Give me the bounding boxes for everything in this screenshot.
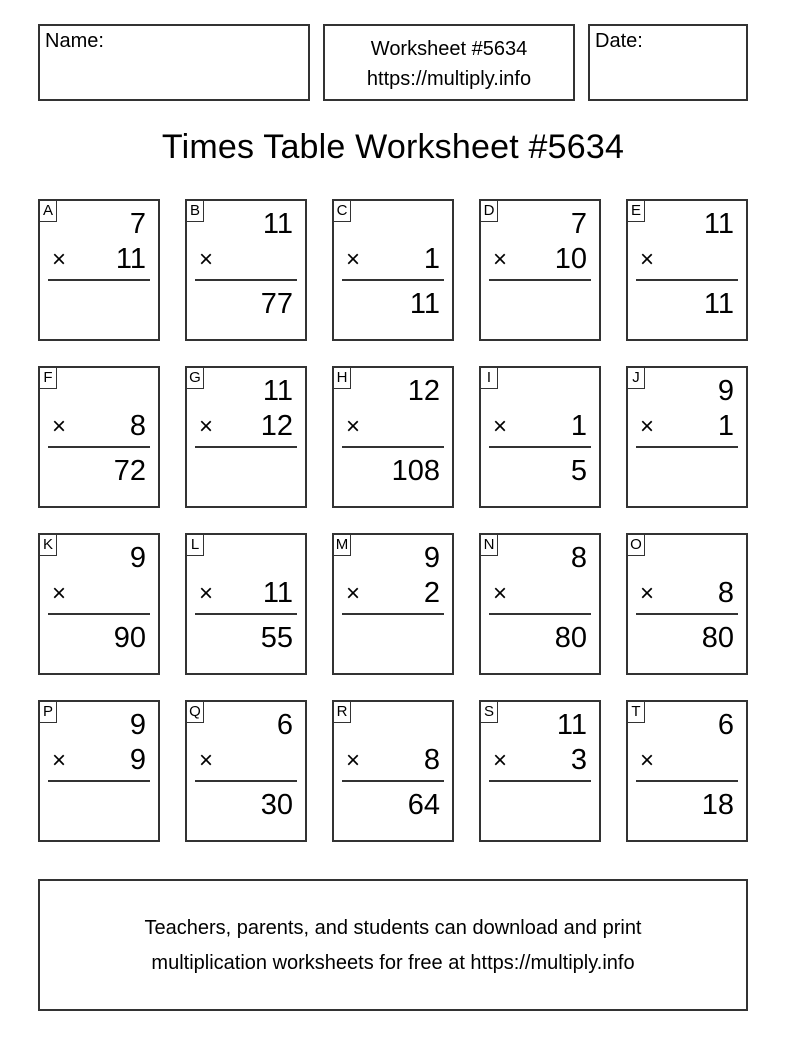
- problem-label: F: [39, 367, 57, 389]
- multiplier: 3: [570, 744, 587, 776]
- problem-label: P: [39, 701, 57, 723]
- problem-card: [626, 533, 748, 675]
- multiplicand: 8: [570, 542, 587, 574]
- problem-label: R: [333, 701, 351, 723]
- product: 18: [701, 789, 734, 821]
- answer-line: [636, 279, 738, 281]
- multiplier: 8: [129, 410, 146, 442]
- product: 72: [113, 455, 146, 487]
- answer-line: [195, 613, 297, 615]
- multiplicand: 9: [717, 375, 734, 407]
- answer-line: [342, 446, 444, 448]
- answer-line: [195, 780, 297, 782]
- problem-card: [479, 700, 601, 842]
- answer-line: [48, 279, 150, 281]
- multiplier: 8: [717, 577, 734, 609]
- problem-card: [626, 199, 748, 341]
- times-sign: ×: [199, 747, 214, 774]
- answer-line: [636, 613, 738, 615]
- problem-label: L: [186, 534, 204, 556]
- answer-line: [48, 613, 150, 615]
- product: 30: [260, 789, 293, 821]
- footer-box: [38, 879, 748, 1011]
- times-sign: ×: [493, 580, 508, 607]
- times-sign: ×: [199, 580, 214, 607]
- times-sign: ×: [52, 747, 67, 774]
- problem-label: G: [186, 367, 204, 389]
- times-sign: ×: [493, 246, 508, 273]
- times-sign: ×: [52, 580, 67, 607]
- problem-label: K: [39, 534, 57, 556]
- multiplier: 12: [260, 410, 293, 442]
- date-label: Date:: [595, 30, 643, 52]
- multiplicand: 11: [262, 375, 293, 407]
- problem-label: M: [333, 534, 351, 556]
- times-sign: ×: [346, 747, 361, 774]
- multiplicand: 6: [276, 709, 293, 741]
- times-sign: ×: [346, 246, 361, 273]
- product: 55: [260, 622, 293, 654]
- problem-card: [38, 199, 160, 341]
- answer-line: [489, 446, 591, 448]
- answer-line: [48, 780, 150, 782]
- multiplicand: 11: [262, 208, 293, 240]
- footer-text: [40, 911, 746, 981]
- answer-line: [195, 446, 297, 448]
- problem-card: [185, 533, 307, 675]
- multiplier: 11: [115, 243, 146, 275]
- multiplicand: 6: [717, 709, 734, 741]
- problem-label: T: [627, 701, 645, 723]
- problem-card: [332, 700, 454, 842]
- multiplier: 8: [423, 744, 440, 776]
- multiplicand: 7: [570, 208, 587, 240]
- answer-line: [489, 279, 591, 281]
- times-sign: ×: [346, 580, 361, 607]
- multiplicand: 9: [423, 542, 440, 574]
- times-sign: ×: [493, 747, 508, 774]
- times-sign: ×: [52, 413, 67, 440]
- times-sign: ×: [640, 413, 655, 440]
- worksheet-url: https://multiply.info: [366, 68, 532, 90]
- product: 11: [703, 288, 734, 320]
- product: 64: [407, 789, 440, 821]
- multiplicand: 9: [129, 709, 146, 741]
- answer-line: [636, 446, 738, 448]
- product: 90: [113, 622, 146, 654]
- times-sign: ×: [52, 246, 67, 273]
- answer-line: [342, 613, 444, 615]
- answer-line: [489, 780, 591, 782]
- name-box: [38, 24, 310, 101]
- problem-label: D: [480, 200, 498, 222]
- times-sign: ×: [640, 747, 655, 774]
- problem-card: [185, 199, 307, 341]
- answer-line: [195, 279, 297, 281]
- problem-card: [38, 700, 160, 842]
- answer-line: [636, 780, 738, 782]
- problem-label: B: [186, 200, 204, 222]
- answer-line: [342, 279, 444, 281]
- product: 11: [409, 288, 440, 320]
- problem-label: C: [333, 200, 351, 222]
- problem-card: [479, 366, 601, 508]
- problem-label: A: [39, 200, 57, 222]
- multiplier: 2: [423, 577, 440, 609]
- multiplicand: 12: [407, 375, 440, 407]
- multiplicand: 11: [556, 709, 587, 741]
- problem-card: [332, 199, 454, 341]
- product: 77: [260, 288, 293, 320]
- problem-card: [626, 700, 748, 842]
- problem-label: H: [333, 367, 351, 389]
- problem-card: [185, 700, 307, 842]
- problem-card: [479, 533, 601, 675]
- name-label: Name:: [45, 30, 104, 52]
- times-sign: ×: [493, 413, 508, 440]
- footer-line-2: multiplication worksheets for free at https://multiply.info: [151, 952, 635, 974]
- answer-line: [342, 780, 444, 782]
- multiplier: 1: [423, 243, 440, 275]
- problem-card: [626, 366, 748, 508]
- multiplier: 9: [129, 744, 146, 776]
- multiplier: 10: [554, 243, 587, 275]
- answer-line: [489, 613, 591, 615]
- multiplier: 1: [570, 410, 587, 442]
- problem-label: S: [480, 701, 498, 723]
- multiplicand: 11: [703, 208, 734, 240]
- worksheet-id-box: [323, 24, 575, 101]
- times-sign: ×: [346, 413, 361, 440]
- problem-card: [332, 533, 454, 675]
- problem-card: [332, 366, 454, 508]
- times-sign: ×: [199, 413, 214, 440]
- multiplicand: 7: [129, 208, 146, 240]
- problem-card: [38, 533, 160, 675]
- date-box: [588, 24, 748, 101]
- footer-line-1: Teachers, parents, and students can download and print: [144, 917, 642, 939]
- problem-label: Q: [186, 701, 204, 723]
- problem-label: I: [480, 367, 498, 389]
- multiplier: 1: [717, 410, 734, 442]
- product: 5: [570, 455, 587, 487]
- times-sign: ×: [640, 580, 655, 607]
- multiplier: 11: [262, 577, 293, 609]
- product: 108: [391, 455, 440, 487]
- page-title: Times Table Worksheet #5634: [161, 128, 625, 166]
- problem-label: E: [627, 200, 645, 222]
- product: 80: [701, 622, 734, 654]
- problem-label: J: [627, 367, 645, 389]
- product: 80: [554, 622, 587, 654]
- problem-card: [479, 199, 601, 341]
- times-sign: ×: [640, 246, 655, 273]
- worksheet-number: Worksheet #5634: [370, 38, 528, 60]
- times-sign: ×: [199, 246, 214, 273]
- multiplicand: 9: [129, 542, 146, 574]
- problem-card: [38, 366, 160, 508]
- answer-line: [48, 446, 150, 448]
- problem-label: N: [480, 534, 498, 556]
- problem-label: O: [627, 534, 645, 556]
- problem-card: [185, 366, 307, 508]
